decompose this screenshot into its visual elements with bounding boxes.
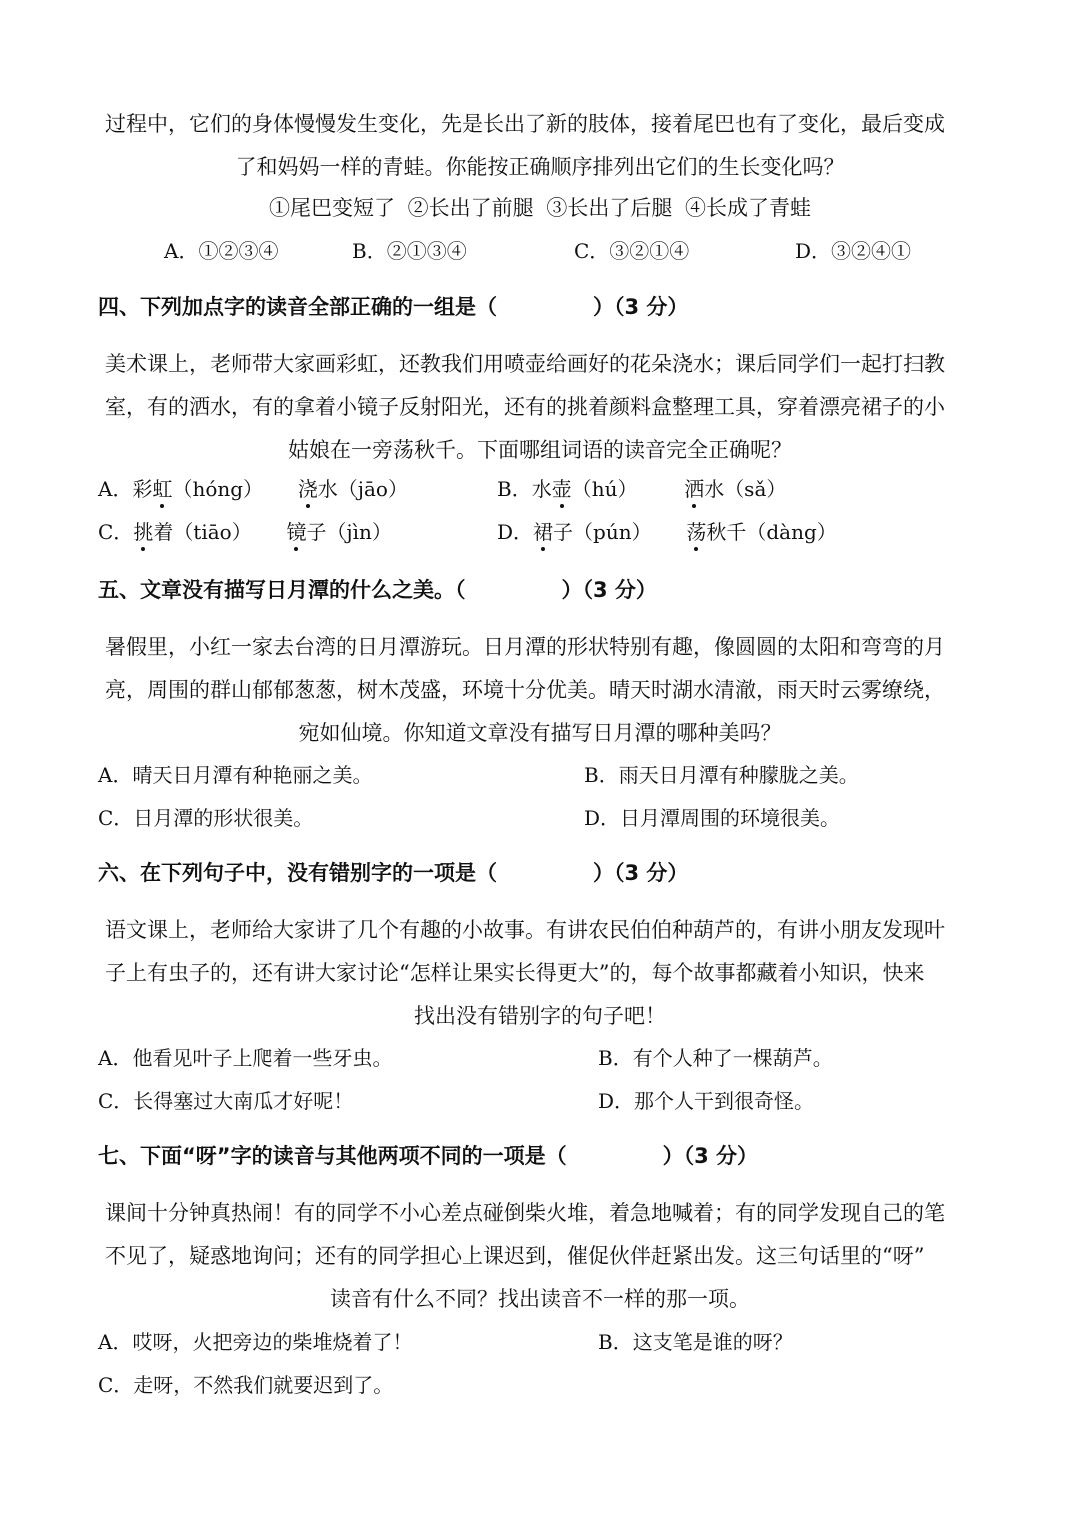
option-label: B． xyxy=(497,477,532,501)
pinyin: （tiāo） xyxy=(173,520,252,544)
q4-passage-line-2: 室，有的洒水，有的拿着小镜子反射阳光，还有的挑着颜料盒整理工具，穿着漂亮裙子的小 xyxy=(105,395,945,419)
q6-option-d: D．那个人干到很奇怪。 xyxy=(598,1089,815,1113)
pinyin: （dàng） xyxy=(746,520,837,544)
q6-passage-line-1: 语文课上，老师给大家讲了几个有趣的小故事。有讲农民伯伯种葫芦的，有讲小朋友发现叶 xyxy=(105,918,945,942)
q5-passage-line-1: 暑假里，小红一家去台湾的日月潭游玩。日月潭的形状特别有趣，像圆圆的太阳和弯弯的月 xyxy=(105,635,945,659)
dotted-character: 壶 xyxy=(551,477,572,501)
q3-option-b: B．②①③④ xyxy=(352,239,467,263)
q4-title-text: 四、下列加点字的读音全部正确的一组是（ xyxy=(98,295,497,319)
q3-option-c: C．③②①④ xyxy=(574,239,690,263)
q6-passage-line-2: 子上有虫子的，还有讲大家讨论“怎样让果实长得更大”的，每个故事都藏着小知识，快来 xyxy=(105,961,925,985)
q4-passage-line-1: 美术课上，老师带大家画彩虹，还教我们用喷壶给画好的花朵浇水；课后同学们一起打扫教 xyxy=(105,352,945,376)
q7-passage-line-1: 课间十分钟真热闹！有的同学不小心差点碰倒柴火堆，着急地喊着；有的同学发现自己的笔 xyxy=(105,1201,945,1225)
q6-option-b: B．有个人种了一棵葫芦。 xyxy=(598,1046,833,1070)
dotted-character: 浇 xyxy=(297,477,318,501)
q4-option-b xyxy=(497,479,786,499)
q3-passage-line-1: 过程中，它们的身体慢慢发生变化，先是长出了新的肢体，接着尾巴也有了变化，最后变成 xyxy=(105,112,945,136)
q7-title-text: 七、下面“呀”字的读音与其他两项不同的一项是（ xyxy=(98,1144,567,1168)
q7-option-c: C．走呀，不然我们就要迟到了。 xyxy=(98,1373,394,1397)
word-part: 水 xyxy=(317,477,338,501)
word-part: 水 xyxy=(704,477,725,501)
option-label: C． xyxy=(98,520,134,544)
word-part: 子 xyxy=(553,520,574,544)
dotted-character: 镜 xyxy=(286,520,307,544)
pinyin: （jāo） xyxy=(337,477,408,501)
dotted-character: 洒 xyxy=(684,477,705,501)
q5-option-b: B．雨天日月潭有种朦胧之美。 xyxy=(584,763,859,787)
word-part: 着 xyxy=(153,520,174,544)
q7-title xyxy=(98,1146,758,1167)
dotted-character: 裙 xyxy=(533,520,554,544)
q3-steps: ①尾巴变短了 ②长出了前腿 ③长出了后腿 ④长成了青蛙 xyxy=(268,196,812,220)
q5-score: ）（3 分） xyxy=(561,578,657,602)
word-part: 子 xyxy=(306,520,327,544)
dotted-character: 荡 xyxy=(686,520,707,544)
word-part: 彩 xyxy=(132,477,153,501)
q7-option-b: B．这支笔是谁的呀？ xyxy=(598,1330,793,1354)
q7-passage-line-3: 读音有什么不同？找出读音不一样的那一项。 xyxy=(330,1287,750,1311)
q3-option-d: D．③②④① xyxy=(795,239,912,263)
q4-option-a xyxy=(98,479,408,499)
q6-score: ）（3 分） xyxy=(593,861,689,885)
q5-title-text: 五、文章没有描写日月潭的什么之美。（ xyxy=(98,578,466,602)
q3-passage-line-2: 了和妈妈一样的青蛙。你能按正确顺序排列出它们的生长变化吗？ xyxy=(235,155,845,179)
dotted-character: 虹 xyxy=(152,477,173,501)
q6-title-text: 六、在下列句子中，没有错别字的一项是（ xyxy=(98,861,497,885)
q6-passage-line-3: 找出没有错别字的句子吧！ xyxy=(414,1004,666,1028)
pinyin: （hú） xyxy=(571,477,638,501)
q4-option-d xyxy=(497,522,837,542)
dotted-character: 挑 xyxy=(133,520,154,544)
q7-option-a: A．哎呀，火把旁边的柴堆烧着了！ xyxy=(98,1330,413,1354)
q5-option-c: C．日月潭的形状很美。 xyxy=(98,806,314,830)
q4-score: ）（3 分） xyxy=(593,295,689,319)
word-part: 水 xyxy=(531,477,552,501)
q5-passage-line-3: 宛如仙境。你知道文章没有描写日月潭的哪种美吗？ xyxy=(298,721,782,745)
pinyin: （sǎ） xyxy=(724,477,787,501)
q3-option-a: A．①②③④ xyxy=(164,239,279,263)
word-part: 秋千 xyxy=(706,520,747,544)
q4-title xyxy=(98,297,688,318)
q7-passage-line-2: 不见了，疑惑地询问；还有的同学担心上课迟到，催促伙伴赶紧出发。这三句话里的“呀” xyxy=(105,1244,925,1268)
q5-passage-line-2: 亮，周围的群山郁郁葱葱，树木茂盛，环境十分优美。晴天时湖水清澈，雨天时云雾缭绕， xyxy=(105,678,945,702)
pinyin: （pún） xyxy=(573,520,652,544)
option-label: A． xyxy=(98,477,133,501)
pinyin: （hóng） xyxy=(172,477,264,501)
q5-option-d: D．日月潭周围的环境很美。 xyxy=(584,806,841,830)
q4-option-c xyxy=(98,522,392,542)
q6-option-a: A．他看见叶子上爬着一些牙虫。 xyxy=(98,1046,393,1070)
pinyin: （jìn） xyxy=(326,520,392,544)
q5-option-a: A．晴天日月潭有种艳丽之美。 xyxy=(98,763,373,787)
option-label: D． xyxy=(497,520,534,544)
q4-passage-line-3: 姑娘在一旁荡秋千。下面哪组词语的读音完全正确呢？ xyxy=(288,438,792,462)
q6-option-c: C．长得塞过大南瓜才好呢！ xyxy=(98,1089,354,1113)
q5-title xyxy=(98,580,657,601)
q7-score: ）（3 分） xyxy=(662,1144,759,1168)
q6-title xyxy=(98,863,688,884)
